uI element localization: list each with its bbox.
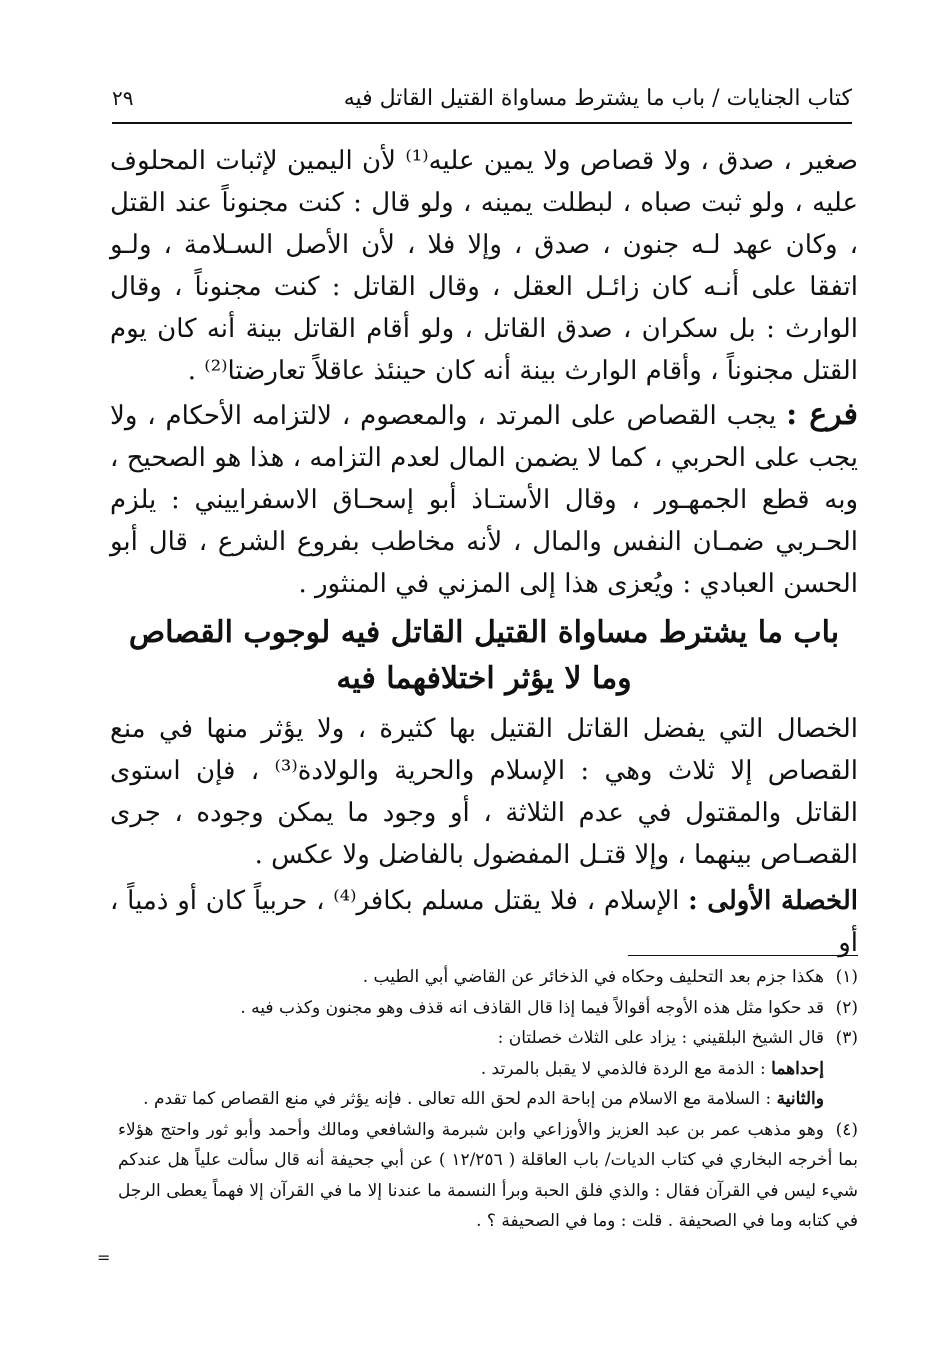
footnote-3 [118,1023,858,1054]
footnote-3-sub-1-lead: إحداهما [771,1058,824,1079]
footnote-3-text: قال الشيخ البلقيني : يزاد على الثلاث خصلتان : [497,1028,824,1048]
footnote-3-sub-2 [118,1084,858,1115]
chapter-heading: باب ما يشترط مساواة القتيل القاتل فيه لوجوب القصاص وما لا يؤثر اختلافهما فيه [128,615,840,696]
footnote-3-sub-1-text: : الذمة مع الردة فالذمي لا يقبل بالمرتد . [480,1058,772,1079]
footnote-2-number: (٢) [835,997,858,1018]
paragraph-4 [110,880,858,964]
footnote-rule [628,955,858,956]
footnote-3-number: (٣) [835,1028,858,1048]
footnote-1-number: (١) [835,967,858,987]
footnote-1 [118,962,858,993]
paragraph-2-lead: فرع : [786,397,859,432]
header-rule [112,122,852,124]
page-number: ٢٩ [112,86,134,110]
footnote-3-sub-2-text: : السلامة مع الاسلام من إباحة الدم لحق الله تعالى . فإنه يؤثر في منع القصاص كما تقدم . [143,1089,777,1109]
paragraph-1: صغير ، صدق ، ولا قصاص ولا يمين عليه⁽¹⁾ لأن اليمين لإثبات المحلوف عليه ، ولو ثبت صباه ، لبطلت يمينه ، ولو قال : كنت مجنوناً عند القتل ، وكان عهد لـه جنون ، صدق ، وإلا فلا ، لأن الأصل السـلامة ، ولـو اتفقا على أنـه كان زائـل العقل ، وقال القاتل : كنت مجنوناً ، وقال الوارث : بل سكران ، صدق القاتل ، ولو أقام القاتل بينة أنه كان يوم القتل مجنوناً ، وأقام الوارث بينة أنه كان حينئذ عاقلاً تعارضتا⁽²⁾ . [110,146,858,386]
footnote-1-text: هكذا جزم بعد التحليف وحكاه في الذخائر عن القاضي أبي الطيب . [362,967,824,987]
footnote-3-sub-1 [118,1054,858,1085]
running-title: كتاب الجنايات / باب ما يشترط مساواة القتيل القاتل فيه [343,85,852,111]
margin-mark: = [97,1248,111,1267]
running-header [112,80,852,116]
paragraph-3: الخصال التي يفضل القاتل القتيل بها كثيرة ، ولا يؤثر منها في منع القصاص إلا ثلاث وهي : الإسلام والحرية والولادة⁽³⁾ ، فإن استوى القاتل والمقتول في عدم الثلاثة ، أو وجود ما يمكن وجوده ، جرى القصـاص بينهما ، وإلا قتـل المفضول بالفاضل ولا عكس . [110,714,859,870]
main-text [110,140,858,964]
footnote-2 [118,993,858,1024]
paragraph-4-lead: الخصلة الأولى : [688,886,858,916]
footnote-2-text: قد حكوا مثل هذه الأوجه أقوالاً فيما إذا قال القاذف انه قذف وهو مجنون وكذب فيه . [240,997,824,1018]
footnote-4 [118,1115,858,1237]
footnotes [118,962,858,1237]
paragraph-2 [110,394,858,604]
paragraph-2-text: يجب القصاص على المرتد ، والمعصوم ، لالتزامه الأحكام ، ولا يجب على الحربي ، كما لا يضمن المال لعدم التزامه ، هذا هو الصحيح ، وبه قطع الجمهـور ، وقال الأستـاذ أبو إسحـاق الاسفراييني : يلزم الحـربي ضمـان النفس والمال ، لأنه مخاطب بفروع الشرع ، قال أبو الحسن العبادي : ويُعزى هذا إلى المزني في المنثور . [110,401,859,599]
footnote-4-number: (٤) [835,1119,858,1140]
footnote-3-sub-2-lead: والثانية [776,1089,824,1109]
footnote-4-text: وهو مذهب عمر بن عبد العزيز والأوزاعي وابن شبرمة والشافعي ومالك وأحمد وأبو ثور واحتج هؤلاء بما أخرجه البخاري في كتاب الديات/ باب العاقلة ( ١٢/٢٥٦ ) عن أبي جحيفة أنه قال سألت علياً هل عندكم شيء ليس في القرآن فقال : والذي فلق الحبة وبرأ النسمة ما عندنا إلا ما في القرآن إلا فهماً يعطى الرجل في كتابه وما في الصحيفة . قلت : وما في الصحيفة ؟ . [118,1119,858,1231]
paragraph-4-text: الإسلام ، فلا يقتل مسلم بكافر⁽⁴⁾ ، حربياً كان أو ذمياً ، أو [110,886,858,958]
